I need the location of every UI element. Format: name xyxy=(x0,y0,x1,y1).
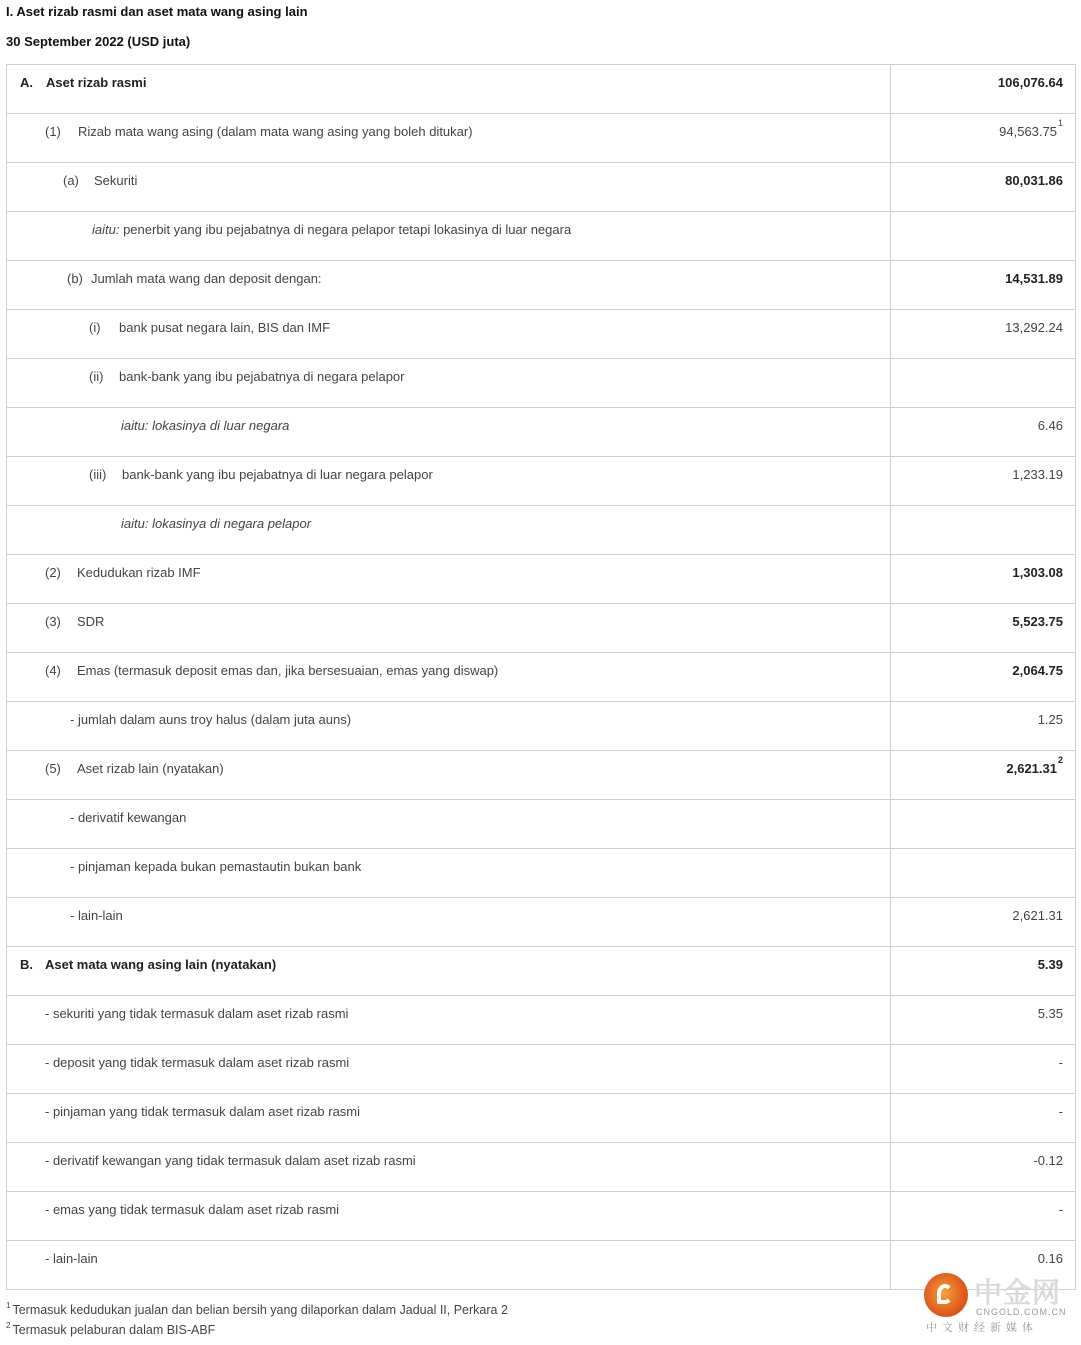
row-value: - xyxy=(1058,1104,1063,1119)
row-marker: (iii) xyxy=(89,467,107,482)
row-label-cell xyxy=(7,506,891,554)
watermark-tagline: 中文财经新媒体 xyxy=(926,1321,1038,1334)
row-marker: (4) xyxy=(45,663,61,678)
table-row xyxy=(7,849,1075,898)
table-row xyxy=(7,1094,1075,1143)
table-row xyxy=(7,800,1075,849)
table-row xyxy=(7,408,1075,457)
row-value: 5.39 xyxy=(1037,957,1063,972)
row-marker: (i) xyxy=(89,320,101,335)
row-label-cell xyxy=(7,555,891,603)
row-value xyxy=(891,849,1075,897)
row-label-cell xyxy=(7,408,891,456)
footnote-1 xyxy=(6,1303,508,1317)
row-value: 5.35 xyxy=(1037,1006,1063,1021)
table-row xyxy=(7,653,1075,702)
row-label-cell xyxy=(7,310,891,358)
row-label: Kedudukan rizab IMF xyxy=(77,565,201,580)
row-italic-prefix: iaitu: xyxy=(92,222,120,237)
row-label-cell xyxy=(7,1045,891,1093)
watermark-logo xyxy=(922,1271,1072,1337)
row-value: 2,621.31$^2$ xyxy=(1006,755,1063,776)
row-value: 1.25 xyxy=(1037,712,1063,727)
row-label: - lain-lain xyxy=(45,1251,98,1266)
row-label-cell xyxy=(7,261,891,309)
footnote-text: Termasuk kedudukan jualan dan belian bersih yang dilaporkan dalam Jadual II, Perkara 2 xyxy=(12,1303,508,1317)
table-row xyxy=(7,702,1075,751)
row-label-cell xyxy=(7,163,891,211)
row-label-cell xyxy=(7,114,891,162)
row-value: 0.16 xyxy=(1037,1251,1063,1266)
row-label-cell xyxy=(7,65,891,113)
row-value: - xyxy=(1058,1202,1063,1217)
row-label: - derivatif kewangan xyxy=(70,810,187,825)
row-value xyxy=(891,359,1075,407)
row-value: 6.46 xyxy=(1037,418,1063,433)
table-row xyxy=(7,163,1075,212)
row-label: Emas (termasuk deposit emas dan, jika bersesuaian, emas yang diswap) xyxy=(77,663,499,678)
row-label: - jumlah dalam auns troy halus (dalam juta auns) xyxy=(70,712,352,727)
row-italic-prefix: iaitu: lokasinya di luar negara xyxy=(121,418,290,433)
row-value: 14,531.89 xyxy=(1005,271,1063,286)
row-value: 94,563.75$^1$ xyxy=(999,118,1063,139)
row-value: 2,064.75 xyxy=(1012,663,1063,678)
row-marker: (2) xyxy=(45,565,61,580)
row-label: bank pusat negara lain, BIS dan IMF xyxy=(119,320,331,335)
row-marker: (b) xyxy=(67,271,83,286)
row-label: - derivatif kewangan yang tidak termasuk dalam aset rizab rasmi xyxy=(45,1153,416,1168)
row-label: - deposit yang tidak termasuk dalam aset rizab rasmi xyxy=(45,1055,350,1070)
footnote-2 xyxy=(6,1323,215,1337)
row-label: Jumlah mata wang dan deposit dengan: xyxy=(91,271,322,286)
row-label-cell xyxy=(7,1143,891,1191)
row-label-cell xyxy=(7,653,891,701)
table-row xyxy=(7,359,1075,408)
row-label: Aset rizab lain (nyatakan) xyxy=(77,761,224,776)
row-italic-prefix: iaitu: lokasinya di negara pelapor xyxy=(121,516,312,531)
table-row xyxy=(7,212,1075,261)
row-marker: (1) xyxy=(45,124,61,139)
table-row xyxy=(7,65,1075,114)
row-marker: B. xyxy=(20,957,33,972)
row-label-cell xyxy=(7,898,891,946)
row-label-cell xyxy=(7,604,891,652)
footnote-ref: 1 xyxy=(1057,118,1063,128)
row-label: bank-bank yang ibu pejabatnya di luar negara pelapor xyxy=(122,467,433,482)
table-row xyxy=(7,1192,1075,1241)
footnote-ref: 2 xyxy=(1057,755,1063,765)
table-row xyxy=(7,1143,1075,1192)
table-row xyxy=(7,947,1075,996)
row-label-cell xyxy=(7,996,891,1044)
row-label-cell xyxy=(7,1241,891,1289)
row-value: -0.12 xyxy=(1033,1153,1063,1168)
row-label-cell xyxy=(7,800,891,848)
row-label-cell xyxy=(7,849,891,897)
row-label: - lain-lain xyxy=(70,908,123,923)
watermark-domain: CNGOLD.COM.CN xyxy=(976,1307,1067,1317)
row-value: 5,523.75 xyxy=(1012,614,1063,629)
table-row xyxy=(7,114,1075,163)
table-row xyxy=(7,898,1075,947)
row-marker: (5) xyxy=(45,761,61,776)
reserves-table xyxy=(6,64,1076,1290)
page-subtitle: 30 September 2022 (USD juta) xyxy=(6,34,191,49)
table-row xyxy=(7,457,1075,506)
table-row xyxy=(7,1241,1075,1289)
row-value: 13,292.24 xyxy=(1005,320,1063,335)
row-value xyxy=(891,212,1075,260)
row-label: - sekuriti yang tidak termasuk dalam aset rizab rasmi xyxy=(45,1006,349,1021)
row-value: - xyxy=(1058,1055,1063,1070)
table-row xyxy=(7,310,1075,359)
row-label: Rizab mata wang asing (dalam mata wang asing yang boleh ditukar) xyxy=(78,124,473,139)
row-value: 1,303.08 xyxy=(1012,565,1063,580)
row-label-cell xyxy=(7,212,891,260)
row-marker: (a) xyxy=(63,173,79,188)
table-row xyxy=(7,261,1075,310)
row-label: bank-bank yang ibu pejabatnya di negara pelapor xyxy=(119,369,405,384)
row-label-cell xyxy=(7,1192,891,1240)
table-row xyxy=(7,555,1075,604)
row-marker: A. xyxy=(20,75,33,90)
row-label-cell xyxy=(7,751,891,799)
cngold-logo-icon xyxy=(924,1273,968,1317)
row-label: - emas yang tidak termasuk dalam aset rizab rasmi xyxy=(45,1202,340,1217)
row-value xyxy=(891,800,1075,848)
table-row xyxy=(7,1045,1075,1094)
row-value: 2,621.31 xyxy=(1012,908,1063,923)
row-label-cell xyxy=(7,702,891,750)
footnote-mark: 2 xyxy=(6,1321,11,1330)
row-label: penerbit yang ibu pejabatnya di negara pelapor tetapi lokasinya di luar negara xyxy=(119,222,572,237)
footnote-text: Termasuk pelaburan dalam BIS-ABF xyxy=(12,1323,216,1337)
row-value: 106,076.64 xyxy=(997,75,1063,90)
table-row xyxy=(7,996,1075,1045)
row-label: SDR xyxy=(77,614,105,629)
footnote-mark: 1 xyxy=(6,1301,11,1310)
row-label: - pinjaman yang tidak termasuk dalam aset rizab rasmi xyxy=(45,1104,361,1119)
watermark-brand: 中金网 xyxy=(974,1276,1062,1309)
row-label: Aset rizab rasmi xyxy=(46,75,147,90)
row-label: - pinjaman kepada bukan pemastautin bukan bank xyxy=(70,859,362,874)
row-value xyxy=(891,506,1075,554)
row-label-cell xyxy=(7,457,891,505)
row-marker: (3) xyxy=(45,614,61,629)
row-value: 1,233.19 xyxy=(1012,467,1063,482)
row-value: 80,031.86 xyxy=(1005,173,1063,188)
row-label: Aset mata wang asing lain (nyatakan) xyxy=(45,957,277,972)
table-row xyxy=(7,604,1075,653)
table-row xyxy=(7,506,1075,555)
table-row xyxy=(7,751,1075,800)
row-label-cell xyxy=(7,359,891,407)
row-label: Sekuriti xyxy=(94,173,138,188)
row-label-cell xyxy=(7,947,891,995)
row-label-cell xyxy=(7,1094,891,1142)
page-title: I. Aset rizab rasmi dan aset mata wang asing lain xyxy=(6,4,308,19)
row-marker: (ii) xyxy=(89,369,104,384)
